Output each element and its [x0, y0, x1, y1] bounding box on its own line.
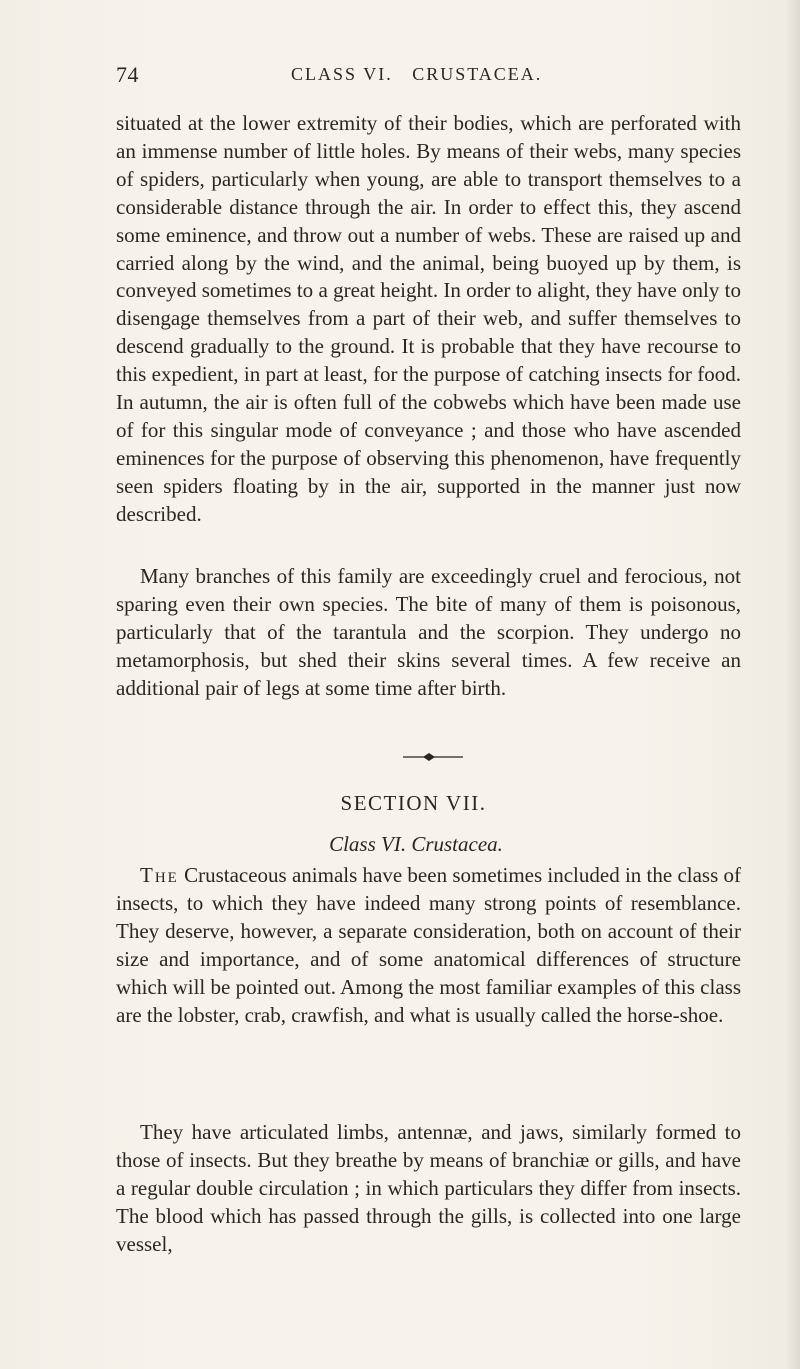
- section-heading: SECTION VII.: [340, 791, 487, 815]
- lead-in-word: The: [140, 863, 179, 887]
- paragraph-spider-webs: situated at the lower extremity of their bodies, which are perforated with an immense number of little holes. By means of their webs, many species of spiders, particularly when young, are able to transport themselves to a considerable distance through the air. In order to effect this, they ascend some eminence, and throw out a number of webs. These are raised up and carried along by the wind, and the animal, being buoyed up by them, is conveyed sometimes to a great height. In order to alight, they have only to disengage themselves from a part of their web, and suffer themselves to descend gradually to the ground. It is probable that they have recourse to this expedient, in part at least, for the purpose of catching insects for food. In autumn, the air is often full of the cobwebs which have been made use of for this singular mode of conveyance ; and those who have ascended eminences for the purpose of observing this phenomenon, have frequently seen spiders floating by in the air, supported in the manner just now described.: [116, 111, 741, 526]
- running-head: [116, 62, 716, 88]
- section-subtitle: Class VI. Crustacea.: [329, 832, 503, 856]
- rule-with-diamond-icon: [403, 750, 463, 762]
- paragraph-crustacea-intro: [116, 862, 741, 1029]
- paragraph-crustacea-intro-text: Crustaceous animals have been sometimes included in the class of insects, to which they have indeed many strong points of resemblance. They deserve, however, a separate consideration, both on account of their size and importance, and of some anatomical differences of structure which will be pointed out. Among the most familiar examples of this class are the lobster, crab, crawfish, and what is usually called the horse-shoe.: [116, 863, 742, 1027]
- running-head-title: CLASS VI. CRUSTACEA.: [291, 64, 543, 84]
- page-number: 74: [116, 62, 139, 87]
- paragraph-crustacea-anatomy: They have articulated limbs, antennæ, and jaws, similarly formed to those of insects. But they breathe by means of branchiæ or gills, and have a regular double circulation ; in which particulars they differ from insects. The blood which has passed through the gills, is collected into one large vessel,: [116, 1120, 741, 1256]
- paragraph-spider-ferocity: Many branches of this family are exceedingly cruel and ferocious, not sparing even their own species. The bite of many of them is poisonous, particularly that of the tarantula and the scorpion. They undergo no metamorphosis, but shed their skins several times. A few receive an additional pair of legs at some time after birth.: [116, 564, 741, 700]
